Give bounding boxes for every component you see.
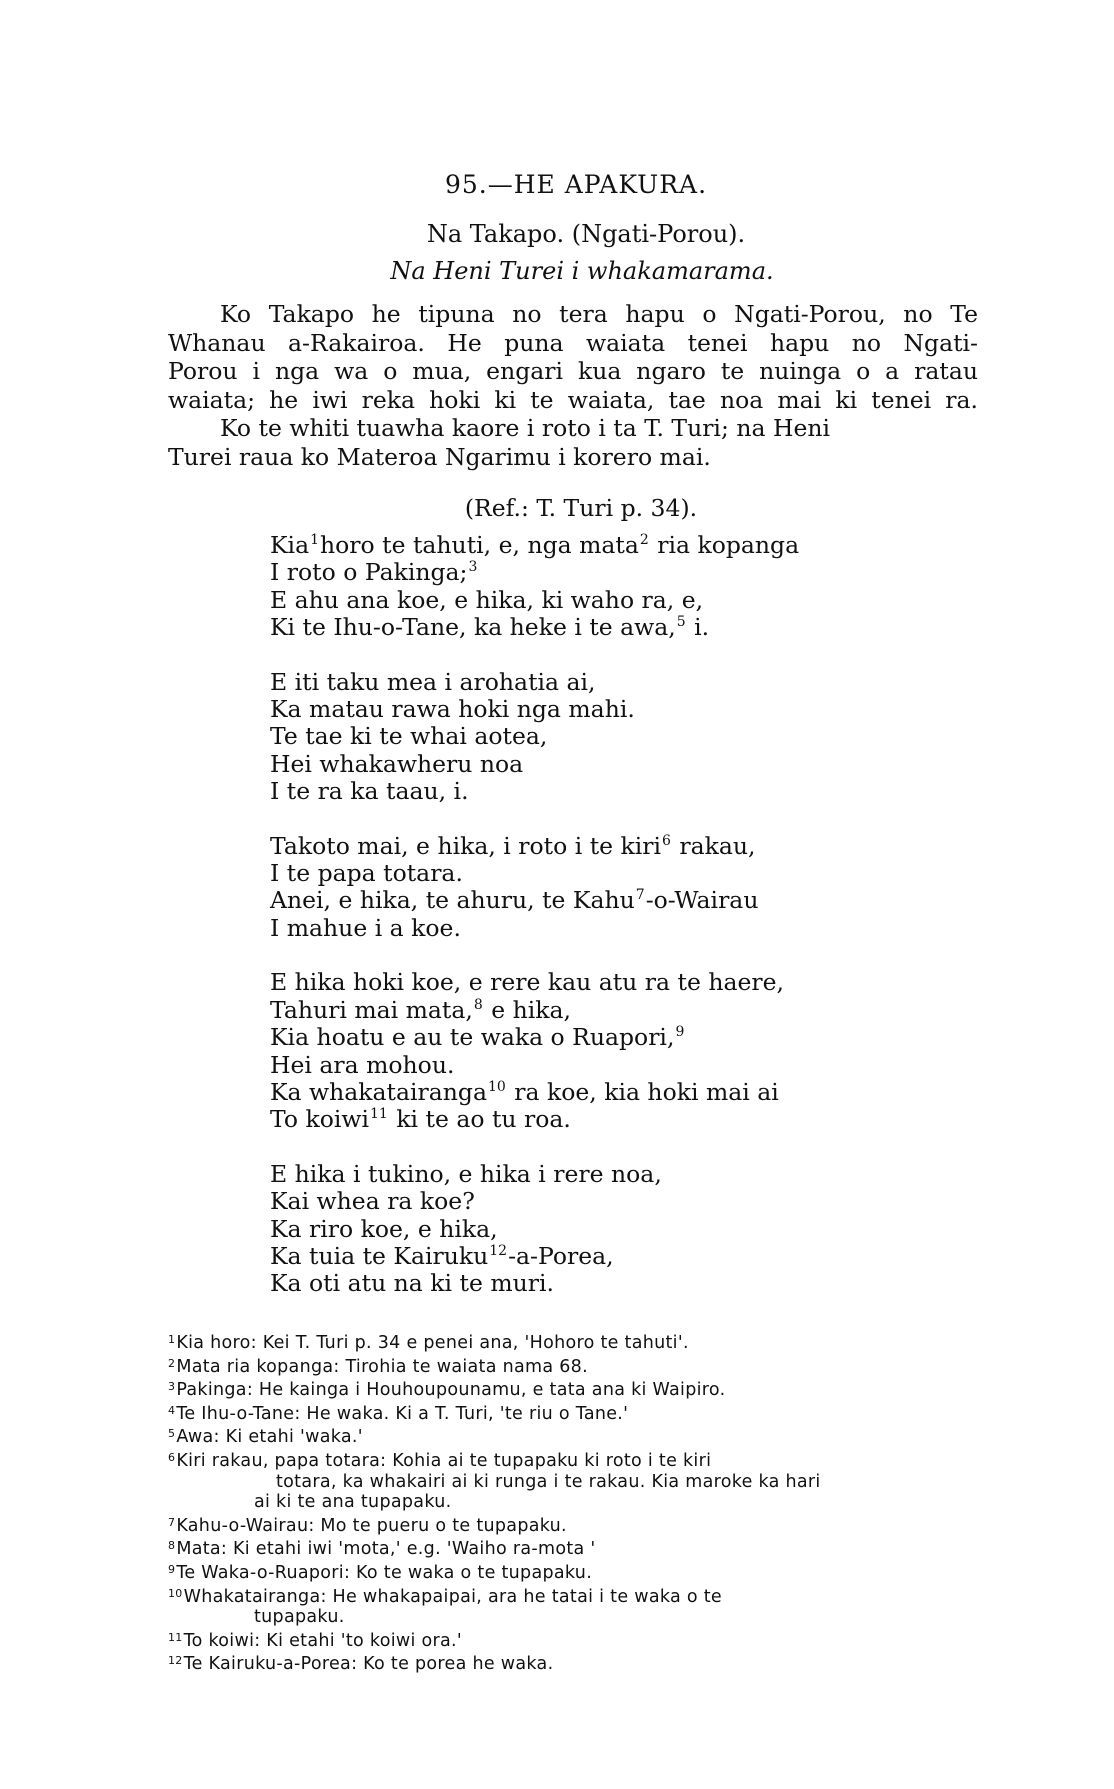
stanza-4 [270,969,970,1133]
verse-line: E hika i tukino, e hika i rere noa, [270,1159,662,1188]
footnote-number: 4 [168,1403,176,1417]
footnote [168,1513,988,1537]
verse-line: E iti taku mea i arohatia ai, [270,667,596,696]
verse-text: Ki te Ihu-o-Tane, ka heke i te awa, [270,613,676,642]
verse-line: Ka matau rawa hoki nga mahi. [270,695,635,724]
footnote [168,1651,988,1675]
verse-text: Kia [270,531,310,559]
song-explainer: Na Heni Turei i whakamarama. [390,257,774,285]
footnote-text: Mata: Ki etahi iwi 'mota,' e.g. 'Waiho ra-mota ' [176,1539,596,1560]
verse-text: Ka whakatairanga [270,1077,487,1106]
footnote-text: Te Kairuku-a-Porea: Ko te porea he waka. [183,1654,554,1675]
footnote-ref: 8 [473,996,483,1013]
footnote-number: 9 [168,1562,176,1576]
footnote-ref: 12 [489,1242,508,1259]
verse-text: ria kopanga [649,531,800,559]
verse-text: -o-Wairau [645,886,759,915]
footnote-number: 8 [168,1539,176,1553]
verse-line: I te ra ka taau, i. [270,777,469,806]
footnote-continuation: ai ki te ana tupapaku. [254,1492,452,1513]
footnote [168,1448,988,1472]
footnote [168,1424,988,1448]
footnote-text: To koiwi: Ki etahi 'to koiwi ora.' [183,1630,463,1651]
verse-line: E ahu ana koe, e hika, ki waho ra, e, [270,585,704,614]
footnote-continuation: totara, ka whakairi ai ki runga i te rakau. Kia maroke ka hari [276,1471,821,1492]
stanza-3 [270,833,970,943]
intro-line: Ko te whiti tuawha kaore i roto i ta T. Turi; na Heni [220,414,831,442]
verse-line [270,997,970,1024]
footnote-ref: 11 [370,1106,388,1123]
verse-text: ki te ao tu roa. [388,1105,571,1134]
verse-line: Ka oti atu na ki te muri. [270,1269,554,1298]
footnote-text: Mata ria kopanga: Tirohia te waiata nama 68. [176,1356,588,1377]
footnote-text: Te Waka-o-Ruapori: Ko te waka o te tupapaku. [176,1562,593,1583]
verse-text: ra koe, kia hoki mai ai [506,1077,779,1106]
verse-text: -a-Porea, [508,1241,614,1270]
verse-text: horo te tahuti, e, nga mata [320,531,639,559]
footnote [168,1584,988,1608]
footnote [168,1401,988,1425]
verse-text: Takoto mai, e hika, i roto i te kiri [270,831,662,860]
footnote-number: 3 [168,1380,176,1394]
footnote-ref: 10 [487,1078,506,1095]
verse-line [270,833,970,860]
verse-line [270,1079,970,1106]
footnote-ref: 1 [310,532,320,548]
verse-line: Hei ara mohou. [270,1050,455,1079]
footnote-ref: 5 [676,614,686,631]
verse-line [270,1243,970,1270]
footnote [168,1560,988,1584]
footnote [168,1377,988,1401]
intro-line: Whanau a-Rakairoa. He puna waiata tenei hapu no Ngati- [168,328,978,357]
reference: (Ref.: T. Turi p. 34). [464,494,698,522]
intro-line: Turei raua ko Materoa Ngarimu i korero mai. [168,442,711,471]
footnote [168,1354,988,1378]
verse-line: I mahue i a koe. [270,913,461,942]
stanza-1 [270,532,970,642]
footnote-ref: 7 [635,887,645,904]
verse-line [270,559,970,586]
verse-line: Kai whea ra koe? [270,1187,475,1216]
footnote-text: Kia horo: Kei T. Turi p. 34 e penei ana, 'Hohoro te tahuti'. [176,1333,689,1353]
verse-line [270,532,970,559]
verse-line: E hika hoki koe, e rere kau atu ra te haere, [270,968,784,997]
song-author: Na Takapo. (Ngati-Porou). [426,220,746,248]
footnote-text: Pakinga: He kainga i Houhoupounamu, e tata ana ki Waipiro. [176,1380,726,1401]
verse-text: Kia hoatu e au te waka o Ruapori, [270,1023,675,1052]
verse-text: I roto o Pakinga; [270,558,468,587]
stanza-2 [270,669,970,806]
poem [270,532,970,1325]
verse-text: To koiwi [270,1105,370,1134]
intro-paragraph-2 [168,414,978,471]
song-title: 95.—HE APAKURA. [444,170,708,199]
verse-line [270,614,970,641]
footnote-number: 10 [168,1586,183,1600]
footnote [168,1330,988,1354]
footnote-continuation: tupapaku. [254,1607,345,1628]
verse-text: e hika, [483,995,571,1024]
footnote-number: 2 [168,1356,176,1370]
verse-text: Anei, e hika, te ahuru, te Kahu [270,886,635,915]
footnote-number: 6 [168,1450,176,1464]
stanza-5 [270,1161,970,1298]
verse-text: rakau, [671,831,756,860]
verse-line: Hei whakawheru noa [270,749,524,778]
footnote-ref: 2 [639,532,649,548]
footnote-number: 11 [168,1630,183,1644]
footnote-text: Kahu-o-Wairau: Mo te pueru o te tupapaku. [176,1515,567,1536]
footnote-text: Kiri rakau, papa totara: Kohia ai te tupapaku ki roto i te kiri [176,1450,712,1471]
verse-line [270,1024,970,1051]
intro-line: Porou i nga wa o mua, engari kua ngaro te nuinga o a ratau [168,357,978,385]
verse-line [270,1106,970,1133]
footnote-text: Te Ihu-o-Tane: He waka. Ki a T. Turi, 'te riu o Tane.' [176,1403,629,1424]
verse-text: Ka tuia te Kairuku [270,1241,489,1270]
footnote-number: 1 [168,1333,176,1346]
footnote-text: Awa: Ki etahi 'waka.' [176,1427,363,1448]
footnote-ref: 9 [675,1024,685,1041]
footnote-text: Whakatairanga: He whakapaipai, ara he tatai i te waka o te [183,1586,722,1607]
verse-line [270,887,970,914]
footnote-number: 7 [168,1515,176,1529]
intro-line: Ko Takapo he tipuna no tera hapu o Ngati-Porou, no Te [220,300,978,328]
footnote-ref: 6 [662,832,671,849]
introduction [168,300,978,471]
footnotes [168,1330,988,1675]
verse-line: Te tae ki te whai aotea, [270,722,548,751]
footnote [168,1536,988,1560]
footnote-number: 5 [168,1427,176,1441]
intro-line: waiata; he iwi reka hoki ki te waiata, tae noa mai ki tenei ra. [168,385,978,414]
footnote-ref: 3 [468,559,478,576]
verse-text: i. [686,613,710,642]
footnote-number: 12 [168,1654,183,1668]
verse-line: I te papa totara. [270,859,463,888]
verse-line: Ka riro koe, e hika, [270,1214,498,1243]
footnote [168,1628,988,1652]
intro-paragraph-1 [168,300,978,414]
verse-text: Tahuri mai mata, [270,995,473,1024]
